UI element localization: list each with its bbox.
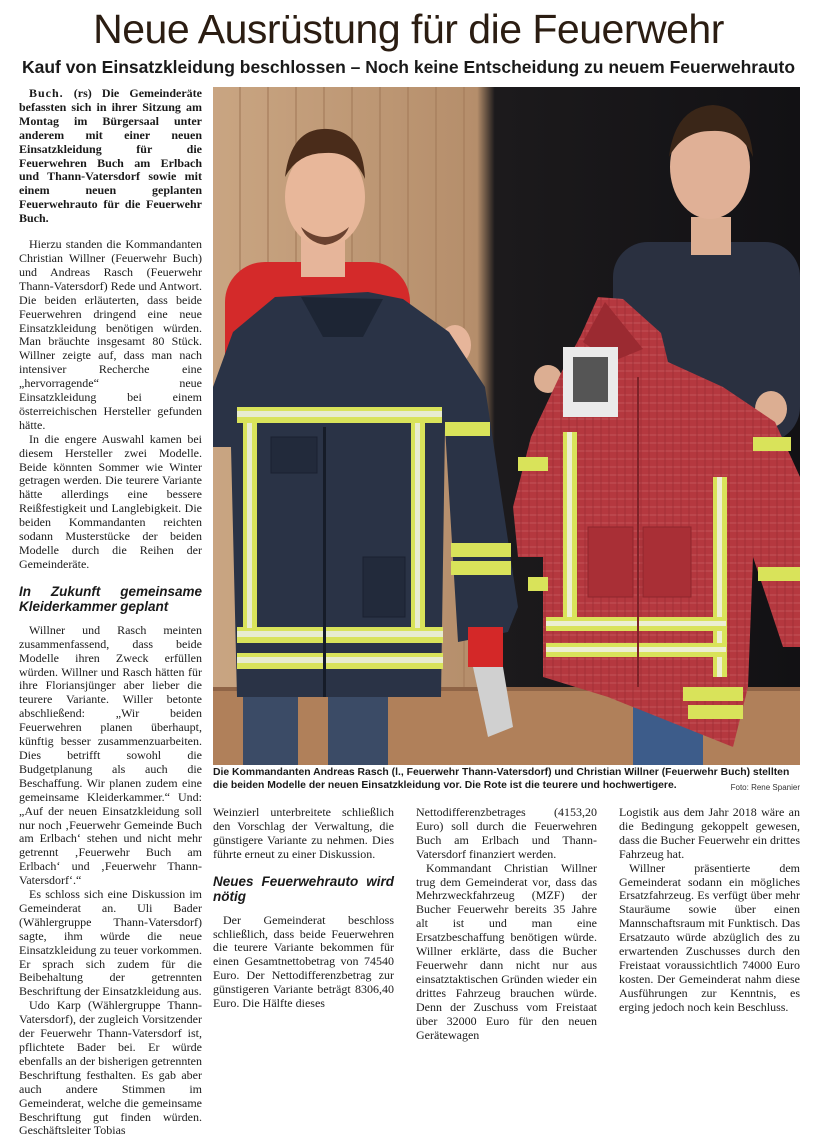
lead-paragraph xyxy=(19,87,202,226)
paragraph: In die engere Auswahl kamen bei diesem Hersteller zwei Modelle. Beide könnten Sommer wie Winter getragen werden. Die teurere Variante hätte allerdings eine bessere Reißfestigkeit und Langlebigkeit. Die beiden Kommandanten reichten sodann Musterstücke der beiden Modelle durch die Reihen der Gemeinderäte. xyxy=(19,431,202,571)
lead-text: (rs) Die Gemeinderäte befassten sich in ihrer Sitzung am Montag im Bürgersaal unter anderem mit einer neuen Einsatzkleidung für die Feuerwehren Buch am Erlbach und Thann-Vatersdorf sowie mit einem neuen geplanten Feuerwehrauto für die Feuerwehr Buch. xyxy=(19,86,202,226)
paragraph: Es schloss sich eine Diskussion im Gemeinderat an. Uli Bader (Wählergruppe Thann-Vatersdorf) sagte, ihm würde die neue Einsatzkleidung zu teuer vorkommen. Er sprach sich zudem für die Beibehaltung der getrennten Beschriftung der Einsatzkleidung aus. xyxy=(19,887,202,999)
subheading: In Zukunft gemeinsame Kleiderkammer geplant xyxy=(19,583,202,614)
column-4 xyxy=(619,806,800,1015)
headline: Neue Ausrüstung für die Feuerwehr xyxy=(93,6,724,52)
paragraph: Willner präsentierte dem Gemeinderat sodann ein mögliches Ersatzfahrzeug. Es verfügt über mehr Stauräume sowie über einen Mannschaftsraum mit Funktisch. Das Ersatzauto würde abzüglich des zu erwartenden Zuschusses durch den Freistaat voraussichtlich 74000 Euro kosten. Der Gemeinderat nahm diese Ausführungen zur Kenntnis, es erging jedoch noch kein Beschluss. xyxy=(619,860,800,1014)
photo-caption xyxy=(213,767,800,795)
paragraph: Weinzierl unterbreitete schließlich den Vorschlag der Verwaltung, die günstigere Variante zu nehmen. Dies führte erneut zu einer Diskussion. xyxy=(213,805,394,861)
article-photo xyxy=(213,87,800,765)
paragraph: Kommandant Christian Willner trug dem Gemeinderat vor, dass das Mehrzweckfahrzeug (MZF) der Bucher Feuerwehr bereits 35 Jahre alt ist und man eine Ersatzbeschaffung benötigen würde. Willner erklärte, dass die Bucher Feuerwehr dann nicht nur aus einsatztaktischen Gründen wieder ein drittes Fahrzeug brauchen würde. Denn der Zuschuss vom Freistaat über 32000 Euro für den neuen Gerätewagen xyxy=(416,860,597,1042)
subheadline: Kauf von Einsatzkleidung beschlossen – Noch keine Entscheidung zu neuem Feuerwehrauto xyxy=(21,57,796,77)
column-1 xyxy=(19,87,202,1138)
caption-text: Die Kommandanten Andreas Rasch (l., Feuerwehr Thann-Vatersdorf) und Christian Willner (Feuerwehr Buch) stellten die beiden Modelle der neuen Einsatzkleidung vor. Die Rote ist die teurere und hochwertigere. xyxy=(213,767,790,791)
paragraph: Willner und Rasch meinten zusammenfassend, dass beide Modelle ihren Zweck erfüllen würden. Willner und Rasch hätten für ihre Floriansjünger aber lieber die teurere Variante. Willer betonte abschließend: „Wir beiden Feuerwehren planen überhaupt, künftig besser zusammenzuarbeiten. Dies betrifft sowohl die Budgetplanung als auch die Beschaffung. Wir planen zudem eine gemeinsame Kleiderkammer.“ Und: „Auf der neuen Einsatzkleidung soll nur noch ‚Feuerwehr Gemeinde Buch am Erlbach‘ stehen und nicht mehr getrennt ‚Feuerwehr Buch am Erlbach‘ und ‚Feuerwehr Thann-Vatersdorf‘.“ xyxy=(19,622,202,888)
paragraph: Hierzu standen die Kommandanten Christian Willner (Feuerwehr Buch) und Andreas Rasch (Feuerwehr Thann-Vatersdorf) Rede und Antwort. Die beiden erläuterten, dass beide Feuerwehren dringend eine neue Einsatzkleidung benötigen würden. Man bräuchte insgesamt 80 Stück. Willner zeigte auf, dass man nach intensiver Recherche eine „hervorragende“ neue Einsatzkleidung bei einem österreichischen Hersteller gefunden hätte. xyxy=(19,237,202,432)
photo-credit: Foto: Rene Spanier xyxy=(730,782,800,792)
dateline: Buch. xyxy=(29,86,64,100)
paragraph: Logistik aus dem Jahr 2018 wäre an die Bedingung gekoppelt gewesen, dass die Bucher Feuerwehr ein drittes Fahrzeug hat. xyxy=(619,805,800,861)
paragraph: Udo Karp (Wählergruppe Thann-Vatersdorf), der zugleich Vorsitzender der Feuerwehr Thann-Vatersdorf ist, pflichtete Bader bei. Er würde ebenfalls an der bisherigen getrennten Beschriftung festhalten. Es gab aber auch andere Stimmen im Gemeinderat, welche die gemeinsame Beschriftung gut finden würden. Geschäftsleiter Tobias xyxy=(19,998,202,1138)
subheading: Neues Feuerwehrauto wird nötig xyxy=(213,873,394,904)
paragraph: Nettodifferenzbetrages (4153,20 Euro) soll durch die Feuerwehren Buch am Erlbach und Thann-Vatersdorf finanziert werden. xyxy=(416,805,597,861)
paragraph: Der Gemeinderat beschloss schließlich, dass beide Feuerwehren die teurere Variante bekommen für einen Gesamtnettobetrag von 74540 Euro. Der Nettodifferenzbetrag zur günstigeren Variante beträgt 8306,40 Euro. Die Hälfte dieses xyxy=(213,912,394,1011)
column-3 xyxy=(416,806,597,1042)
column-2 xyxy=(213,806,394,1011)
